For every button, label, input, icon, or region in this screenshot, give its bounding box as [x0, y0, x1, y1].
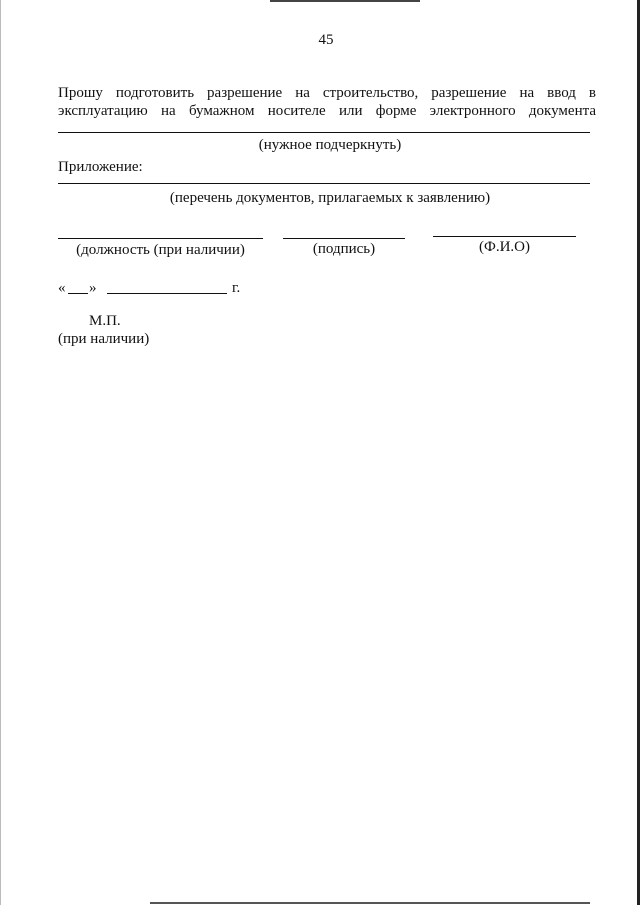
request-text-line-1: Прошу подготовить разрешение на строительство, разрешение на ввод в	[58, 85, 596, 101]
attachment-hint: (перечень документов, прилагаемых к заявлению)	[169, 190, 491, 206]
attachment-underline	[58, 183, 590, 184]
date-open-quote: «	[58, 280, 66, 296]
date-month-line	[107, 293, 227, 294]
page-edge-top	[270, 0, 420, 2]
underline-hint: (нужное подчеркнуть)	[258, 137, 402, 153]
stamp-note: (при наличии)	[58, 331, 150, 347]
position-caption: (должность (при наличии)	[76, 242, 245, 258]
page-number: 45	[318, 32, 334, 48]
page-edge-left	[0, 0, 1, 905]
page-edge-bottom	[150, 902, 590, 904]
name-line	[433, 236, 576, 237]
position-line	[58, 238, 263, 239]
date-year-suffix: г.	[232, 280, 241, 296]
request-text-line-2: эксплуатацию на бумажном носителе или форме электронного документа	[58, 103, 596, 119]
attachment-label: Приложение:	[58, 159, 143, 175]
date-day-line	[68, 293, 88, 294]
date-close-quote: »	[89, 280, 97, 296]
signature-line	[283, 238, 405, 239]
permit-type-underline	[58, 132, 590, 133]
name-caption: (Ф.И.О)	[478, 239, 530, 255]
stamp-label: М.П.	[89, 313, 121, 329]
signature-caption: (подпись)	[312, 241, 376, 257]
